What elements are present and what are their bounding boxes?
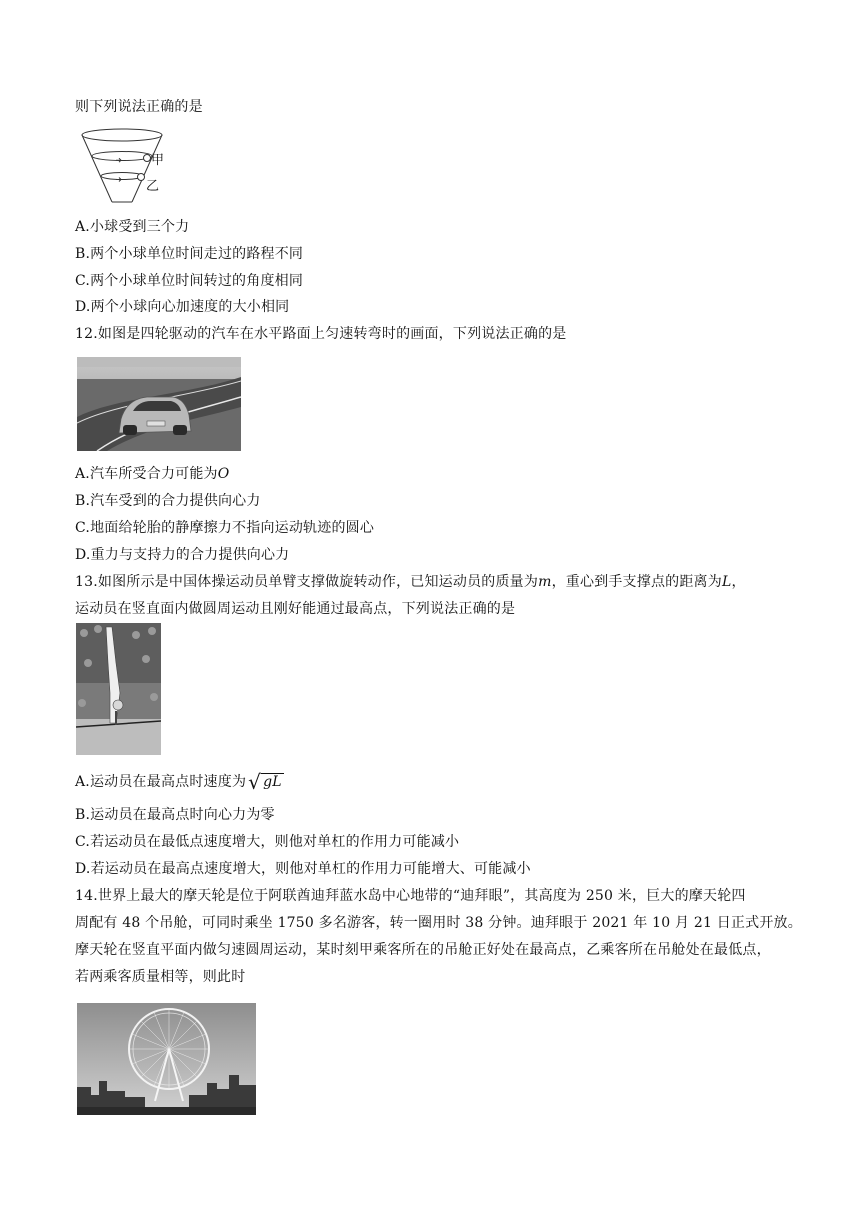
q13-option-a	[75, 772, 284, 792]
q13-stem-text-b: ，重心到手支撑点的距离为	[551, 574, 722, 590]
q11-option-a: A.小球受到三个力	[75, 219, 190, 235]
q13-var-m: m	[538, 574, 552, 590]
q13-stem-line2: 运动员在竖直面内做圆周运动且刚好能通过最高点，下列说法正确的是	[75, 601, 516, 617]
q12-option-c: C.地面给轮胎的静摩擦力不指向运动轨迹的圆心	[75, 520, 375, 536]
ferris-wheel-photo	[77, 1003, 256, 1115]
sqrt-radicand: gL	[263, 774, 282, 790]
gymnast-photo	[76, 623, 161, 755]
q11-option-c: C.两个小球单位时间转过的角度相同	[75, 273, 304, 289]
q12-option-a	[75, 464, 229, 484]
q12-option-d: D.重力与支持力的合力提供向心力	[75, 547, 290, 563]
q13-option-d: D.若运动员在最高点速度增大，则他对单杠的作用力可能增大、可能减小	[75, 861, 531, 877]
q13-option-a-text: A.运动员在最高点时速度为	[75, 774, 247, 790]
label-yi: 乙	[146, 179, 160, 194]
q13-stem-line1	[75, 572, 746, 592]
q13-option-c: C.若运动员在最低点速度增大，则他对单杠的作用力可能减小	[75, 834, 460, 850]
q12-option-a-text: A.汽车所受合力可能为	[75, 466, 218, 482]
q13-option-b: B.运动员在最高点时向心力为零	[75, 807, 275, 823]
q12-option-a-var: O	[217, 466, 230, 482]
q14-stem-line2: 周配有 48 个吊舱，可同时乘坐 1750 多名游客，转一圈用时 38 分钟。迪拜眼于 2021 年 10 月 21 日正式开放。	[75, 915, 802, 931]
q12-option-b: B.汽车受到的合力提供向心力	[75, 493, 261, 509]
car-turning-photo	[77, 357, 241, 451]
q14-stem-line1: 14.世界上最大的摩天轮是位于阿联酋迪拜蓝水岛中心地带的“迪拜眼”，其高度为 250 米，巨大的摩天轮四	[75, 888, 746, 904]
q11-option-d: D.两个小球向心加速度的大小相同	[75, 299, 290, 315]
sqrt-expression: √ gL	[248, 770, 282, 794]
q13-stem-text-c: ，	[731, 574, 746, 590]
q14-stem-line3: 摩天轮在竖直平面内做匀速圆周运动，某时刻甲乘客所在的吊舱正好处在最高点，乙乘客所在吊舱处在最低点，	[75, 942, 771, 958]
q12-stem: 12.如图是四轮驱动的汽车在水平路面上匀速转弯时的画面，下列说法正确的是	[75, 326, 567, 342]
q11-stem-tail: 则下列说法正确的是	[75, 99, 203, 115]
q11-option-b: B.两个小球单位时间走过的路程不同	[75, 246, 304, 262]
q13-stem-text-a: 13.如图所示是中国体操运动员单臂支撑做旋转动作，已知运动员的质量为	[75, 574, 539, 590]
q13-var-L: L	[721, 574, 732, 590]
label-jia: 甲	[151, 153, 165, 168]
q14-stem-line4: 若两乘客质量相等，则此时	[75, 969, 246, 985]
